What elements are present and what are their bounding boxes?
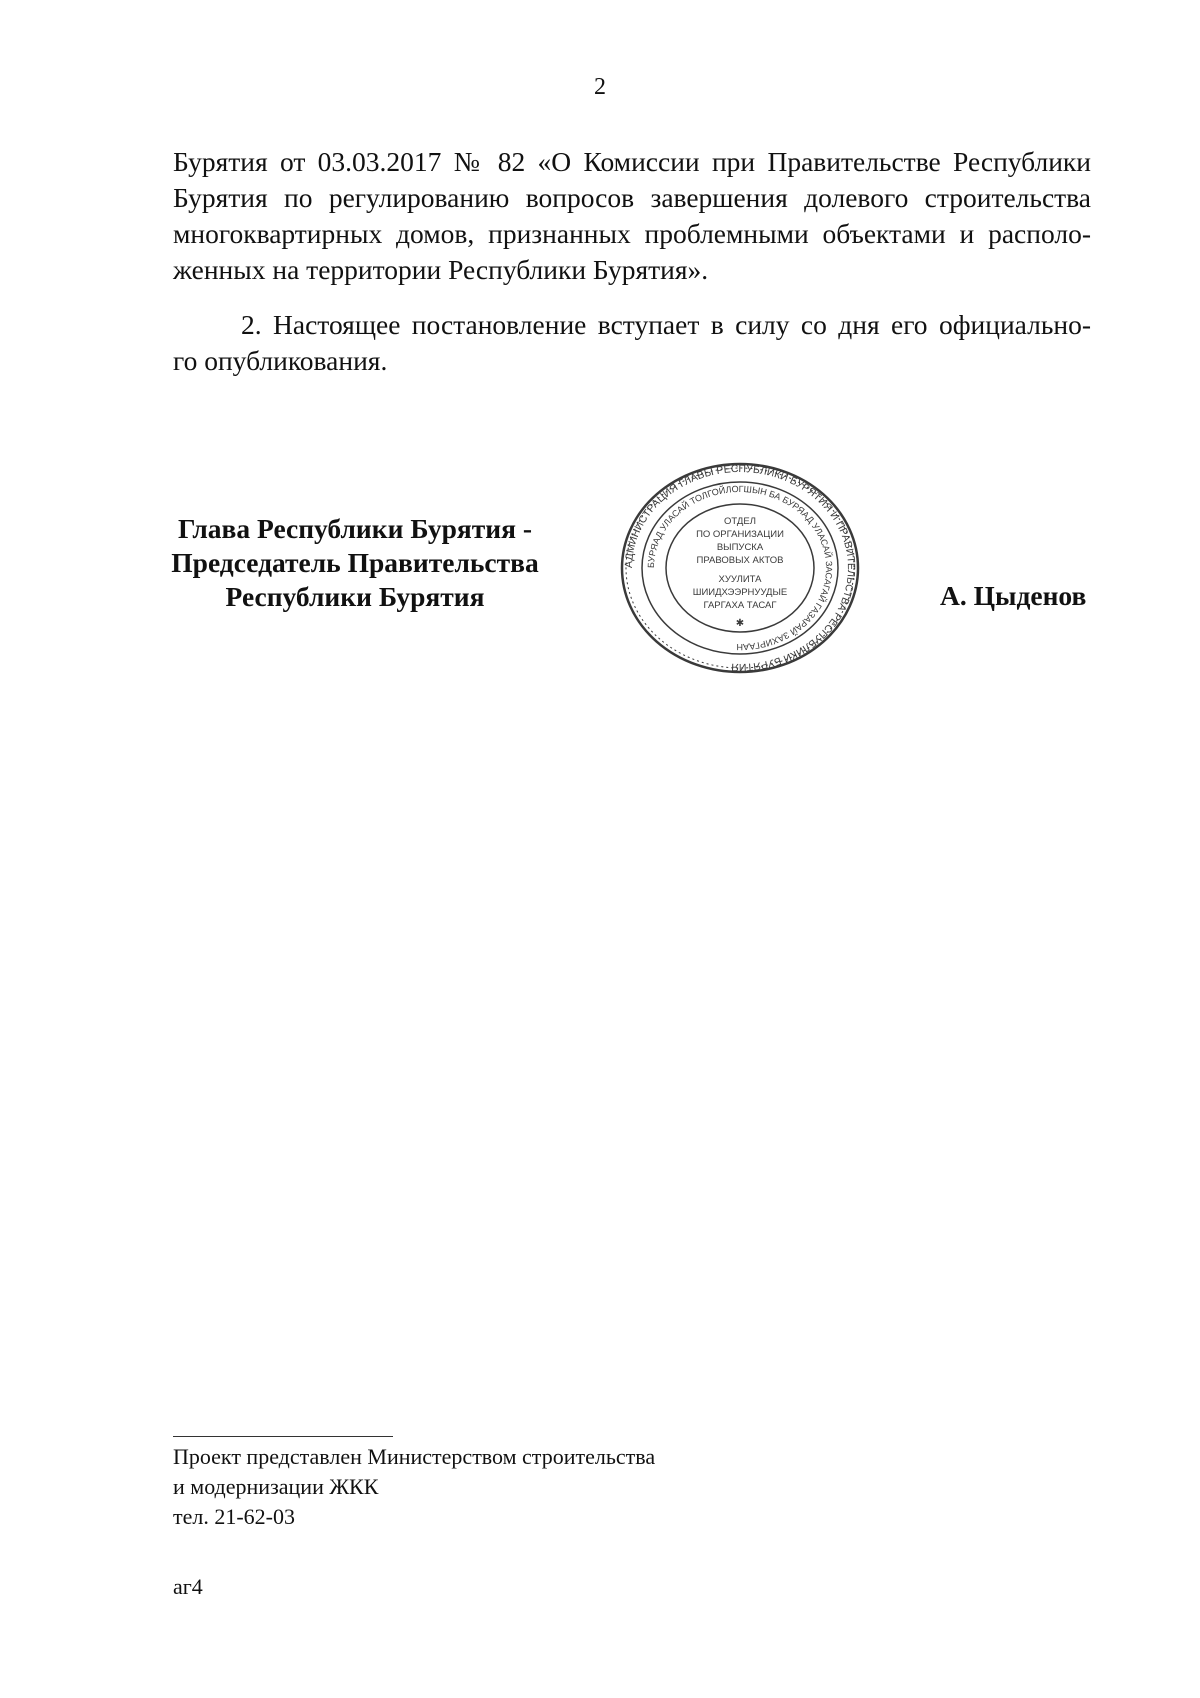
footnote-line: и модернизации ЖКК [173,1474,379,1499]
paragraph-1-line: Бурятия от 03.03.2017 № 82 «О Комиссии при Правительстве Республики [173,146,1091,177]
paragraph-1 [173,144,1091,288]
seal-graphic [620,462,860,674]
footnote-line: Проект представлен Министерством строительства [173,1444,656,1469]
signatory-name: А. Цыденов [940,580,1087,611]
paragraph-1-line: женных на территории Республики Бурятия». [173,254,709,285]
signatory-title-line: Председатель Правительства [171,547,539,578]
signatory-title-line: Глава Республики Бурятия - [177,513,533,544]
seal-center-line: ШИИДХЭЭРНУУДЫЕ [692,587,788,598]
signatory-title-line: Республики Бурятия [225,581,485,612]
seal-outer-text: АДМИНИСТРАЦИЯ ГЛАВЫ РЕСПУБЛИКИ БУРЯТИЯ И ПРАВИТЕЛЬСТВА РЕСПУБЛИКИ БУРЯТИЯ [622,462,858,674]
footnote-divider [173,1436,393,1437]
seal-center-line: ХУУЛИТА [718,574,762,585]
official-seal [620,462,860,674]
seal-center-line: ОТДЕЛ [724,516,756,527]
footnote-line: тел. 21-62-03 [173,1504,296,1529]
seal-center-line: ВЫПУСКА [716,542,764,553]
seal-star-icon: ✱ [735,618,745,629]
page-number: 2 [594,74,606,100]
signatory-title [150,512,560,614]
seal-center-line: ГАРГАХА ТАСАГ [703,600,777,611]
paragraph-1-line: многоквартирных домов, признанных проблемными объектами и располо- [173,218,1091,249]
paragraph-2-line: 2. Настоящее постановление вступает в силу со дня его официально- [241,309,1091,340]
seal-center-line: ПРАВОВЫХ АКТОВ [696,555,784,566]
author-code: аг4 [173,1574,203,1599]
paragraph-2-line: го опубликования. [173,345,388,376]
seal-inner-text: БУРЯАД УЛАСАЙ ТОЛГОЙЛОГШЫН БА БУРЯАД УЛАСАЙ ЗАСАГАЙ ГАЗАРАЙ ЗАХИРГААН [645,483,835,653]
footnote [173,1442,655,1532]
paragraph-1-line: Бурятия по регулированию вопросов завершения долевого строительства [173,182,1091,213]
seal-center-line: ПО ОРГАНИЗАЦИИ [696,529,784,540]
paragraph-2 [173,307,1091,379]
